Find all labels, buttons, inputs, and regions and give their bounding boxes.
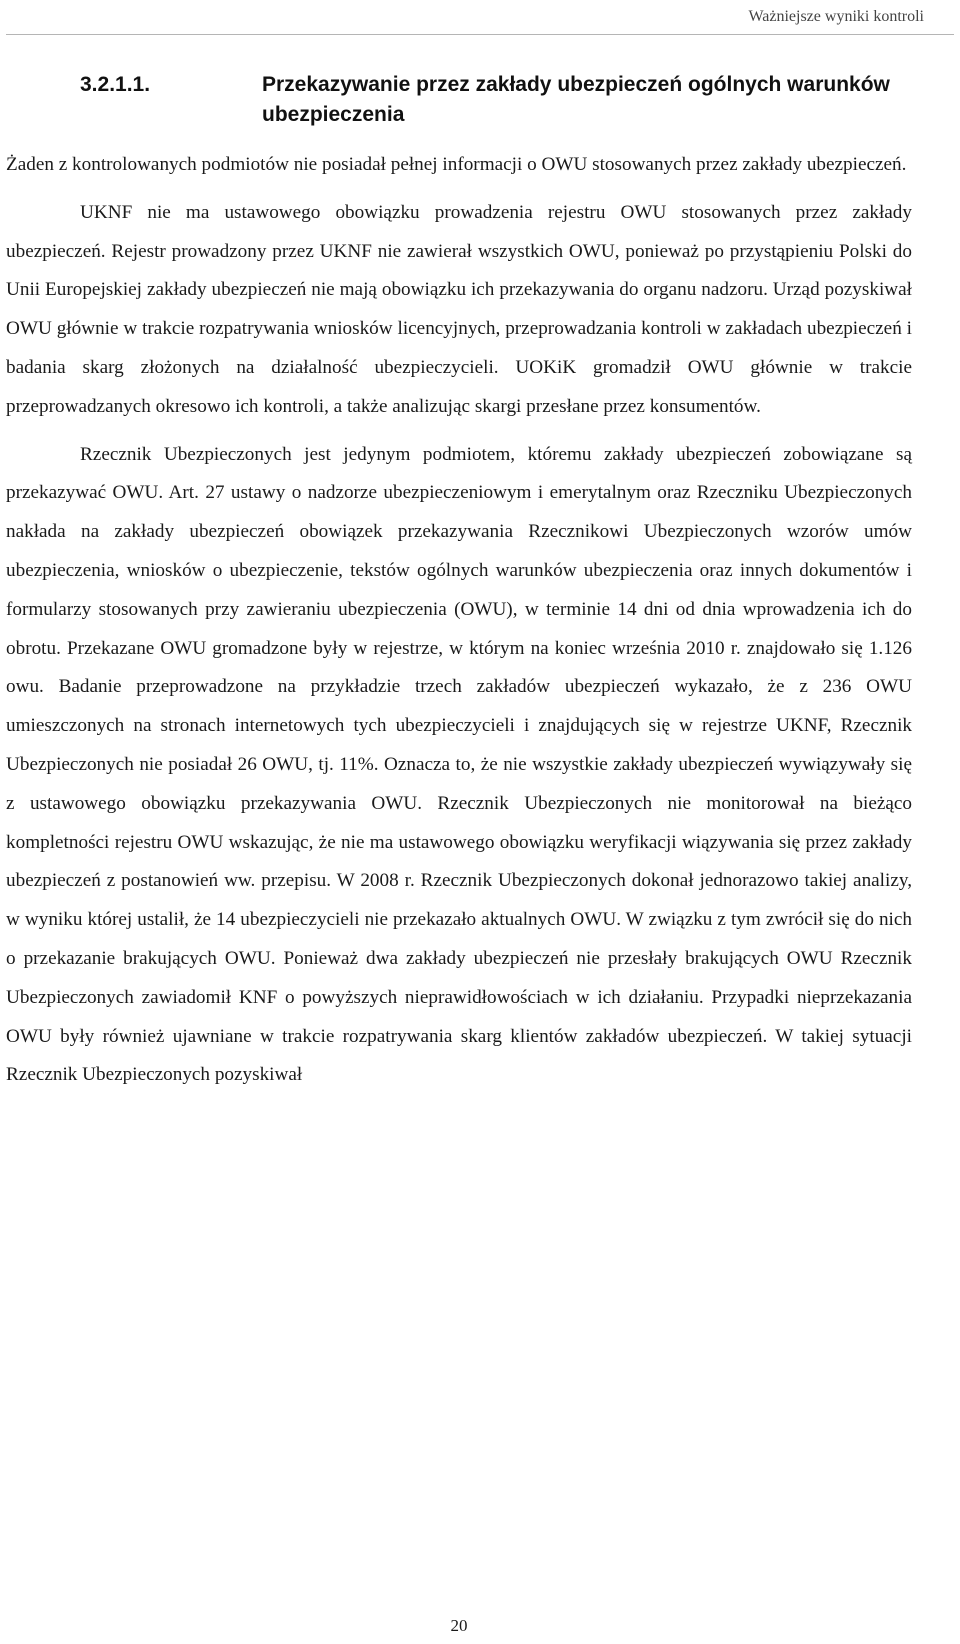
running-header: Ważniejsze wyniki kontroli [748, 8, 924, 25]
header-divider [6, 34, 954, 35]
section-number: 3.2.1.1. [80, 73, 151, 96]
paragraph-owu-knowledge: Żaden z kontrolowanych podmiotów nie posiadał pełnej informacji o OWU stosowanych przez zakłady ubezpieczeń. [6, 154, 907, 175]
paragraph-uknf-register: UKNF nie ma ustawowego obowiązku prowadzenia rejestru OWU stosowanych przez zakłady ubezpieczeń. Rejestr prowadzony przez UKNF nie zawierał wszystkich OWU, ponieważ po przystąpieniu Polski do Unii Europejskiej zakłady ubezpieczeń nie mają obowiązku ich przekazywania do organu nadzoru. Urząd pozyskiwał OWU głównie w trakcie rozpatrywania wniosków licencyjnych, przeprowadzania kontroli w zakładach ubezpieczeń i badania skarg złożonych na działalność ubezpieczycieli. UOKiK gromadził OWU głównie w trakcie przeprowadzanych okresowo ich kontroli, a także analizując skargi przesłane przez konsumentów. [6, 201, 912, 417]
section-heading [80, 70, 930, 130]
paragraph-rzecznik: Rzecznik Ubezpieczonych jest jedynym podmiotem, któremu zakłady ubezpieczeń zobowiązane są przekazywać OWU. Art. 27 ustawy o nadzorze ubezpieczeniowym i emerytalnym oraz Rzeczniku Ubezpieczonych nakłada na zakłady ubezpieczeń obowiązek przekazywania Rzecznikowi Ubezpieczonych wzorów umów ubezpieczenia, wniosków o ubezpieczenie, tekstów ogólnych warunków ubezpieczenia oraz innych dokumentów i formularzy stosowanych przy zawieraniu ubezpieczenia (OWU), w terminie 14 dni od dnia wprowadzenia ich do obrotu. Przekazane OWU gromadzone były w rejestrze, w którym na koniec września 2010 r. znajdowało się 1.126 owu. Badanie przeprowadzone na przykładzie trzech zakładów ubezpieczeń wykazało, że z 236 OWU umieszczonych na stronach internetowych tych ubezpieczycieli i znajdujących się w rejestrze UKNF, Rzecznik Ubezpieczonych nie posiadał 26 OWU, tj. 11%. Oznacza to, że nie wszystkie zakłady ubezpieczeń wywiązywały się z ustawowego obowiązku przekazywania OWU. Rzecznik Ubezpieczonych nie monitorował na bieżąco kompletności rejestru OWU wskazując, że nie ma ustawowego obowiązku weryfikacji wiązywania się przez zakłady ubezpieczeń z postanowień ww. przepisu. W 2008 r. Rzecznik Ubezpieczonych dokonał jednorazowo takiej analizy, w wyniku której ustalił, że 14 ubezpieczycieli nie przekazało aktualnych OWU. W związku z tym zwrócił się do nich o przekazanie brakujących OWU. Ponieważ dwa zakłady ubezpieczeń nie przesłały brakujących OWU Rzecznik Ubezpieczonych zawiadomił KNF o powyższych nieprawidłowościach w ich działaniu. Przypadki nieprzekazania OWU były również ujawniane w trakcie rozpatrywania skarg klientów zakładów ubezpieczeń. W takiej sytuacji Rzecznik Ubezpieczonych pozyskiwał [6, 443, 912, 1086]
page-number: 20 [450, 1616, 468, 1635]
body-text [6, 146, 912, 1104]
section-title: Przekazywanie przez zakłady ubezpieczeń ogólnych warunków ubezpieczenia [262, 73, 890, 126]
